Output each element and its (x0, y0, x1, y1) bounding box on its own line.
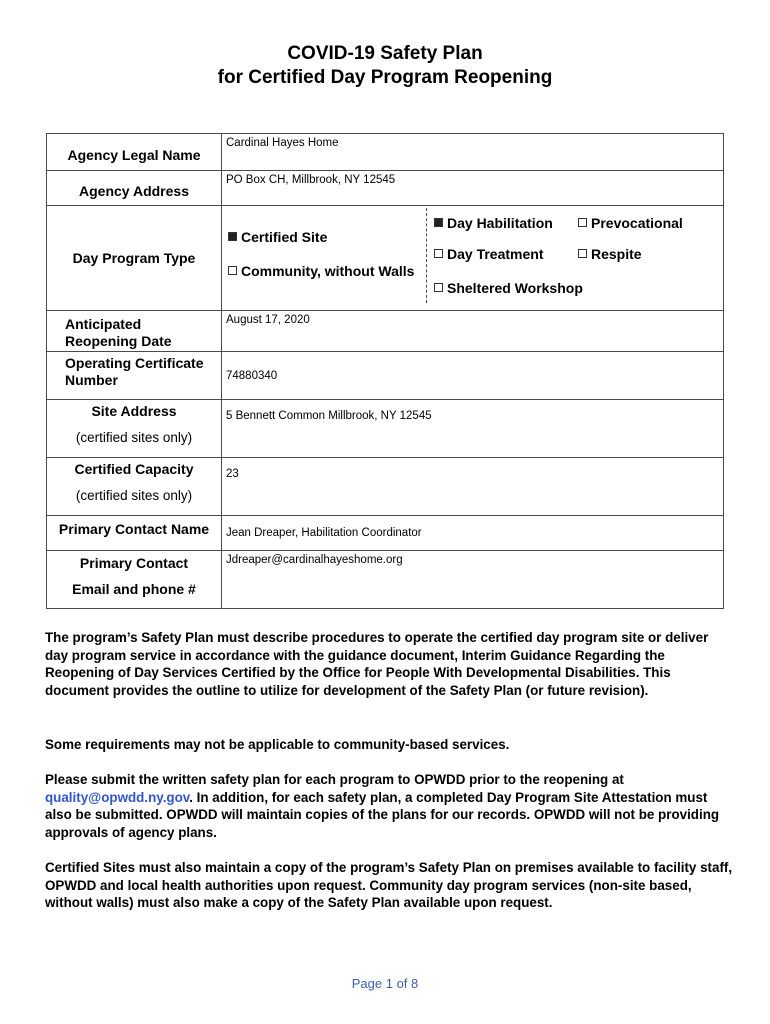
opwdd-email-link[interactable]: quality@opwdd.ny.gov (45, 789, 190, 805)
row-primary-contact-email (47, 551, 724, 609)
agency-address-label: Agency Address (79, 183, 189, 199)
primary-contact-email-label-1: Primary Contact (79, 555, 189, 571)
document-title: COVID-19 Safety Plan (287, 43, 483, 64)
checkbox-icon[interactable] (434, 249, 443, 258)
row-day-program-type (47, 206, 724, 311)
primary-contact-email-field[interactable]: Jdreaper@cardinalhayeshome.org (226, 554, 403, 566)
reopening-date-field[interactable]: August 17, 2020 (226, 314, 310, 326)
primary-contact-name-field[interactable]: Jean Dreaper, Habilitation Coordinator (226, 527, 422, 539)
site-address-field[interactable]: 5 Bennett Common Millbrook, NY 12545 (226, 410, 432, 422)
checkbox-icon[interactable] (578, 218, 587, 227)
site-address-sublabel: (certified sites only) (75, 430, 193, 445)
agency-address-field[interactable]: PO Box CH, Millbrook, NY 12545 (226, 174, 396, 186)
row-agency-address (47, 171, 724, 206)
certified-capacity-field[interactable]: 23 (226, 468, 239, 480)
row-certified-capacity (47, 458, 724, 516)
checkbox-icon[interactable] (434, 283, 443, 292)
row-agency-legal-name (47, 134, 724, 171)
agency-info-table (46, 133, 724, 609)
day-program-type-options (222, 206, 723, 304)
option-certified-site[interactable]: Certified Site (228, 229, 327, 245)
row-reopening-date (47, 311, 724, 352)
paragraph-safety-plan-intro: The program’s Safety Plan must describe procedures to operate the certified day program site or deliver day program service in accordance with the guidance document, Interim Guidance Regarding the Reopening of Day Services Certified by the Office for People With Developmental Disabilities. This document provides the outline to utilize for development of the Safety Plan (or future revision). (45, 630, 709, 698)
primary-contact-email-label-2: Email and phone # (72, 581, 196, 597)
checkbox-icon[interactable] (578, 249, 587, 258)
option-community-without-walls[interactable]: Community, without Walls (228, 263, 414, 279)
primary-contact-name-label: Primary Contact Name (58, 521, 210, 537)
checkbox-icon-checked[interactable] (228, 232, 237, 241)
option-sheltered-workshop[interactable]: Sheltered Workshop (434, 280, 583, 296)
paragraph-submission: Please submit the written safety plan for each program to OPWDD prior to the reopening at quality@opwdd.ny.gov. In addition, for each safety plan, a completed Day Program Site Attestation must also be submitted. OPWDD will maintain copies of the plans for our records. OPWDD will not be providing approvals of agency plans. (45, 772, 720, 840)
option-respite[interactable]: Respite (578, 246, 642, 262)
agency-legal-name-label: Agency Legal Name (67, 147, 201, 163)
reopening-date-label-2: Reopening Date (65, 333, 172, 349)
paragraph-certified-sites: Certified Sites must also maintain a copy of the program’s Safety Plan on premises available to facility staff, OPWDD and local health authorities upon request. Community day program services (non-site based, without walls) must also make a copy of the Safety Plan available upon request. (45, 860, 733, 911)
checkbox-icon-checked[interactable] (434, 218, 443, 227)
operating-certificate-label-1: Operating Certificate (65, 355, 204, 371)
certified-capacity-label: Certified Capacity (74, 461, 194, 477)
reopening-date-label-1: Anticipated (65, 316, 142, 332)
option-prevocational[interactable]: Prevocational (578, 215, 683, 231)
paragraph-community-requirements: Some requirements may not be applicable to community-based services. (45, 737, 510, 752)
operating-certificate-label-2: Number (65, 372, 118, 388)
row-primary-contact-name (47, 516, 724, 551)
site-address-label: Site Address (91, 403, 177, 419)
checkbox-icon[interactable] (228, 266, 237, 275)
column-divider (426, 208, 427, 303)
row-operating-certificate (47, 352, 724, 400)
certified-capacity-sublabel: (certified sites only) (75, 488, 193, 503)
operating-certificate-field[interactable]: 74880340 (226, 369, 278, 382)
option-day-treatment[interactable]: Day Treatment (434, 246, 543, 262)
page-number: Page 1 of 8 (351, 976, 419, 991)
row-site-address (47, 400, 724, 458)
document-subtitle: for Certified Day Program Reopening (217, 67, 553, 88)
option-day-habilitation[interactable]: Day Habilitation (434, 215, 553, 231)
agency-legal-name-field[interactable]: Cardinal Hayes Home (226, 137, 339, 149)
day-program-type-label: Day Program Type (72, 250, 196, 266)
